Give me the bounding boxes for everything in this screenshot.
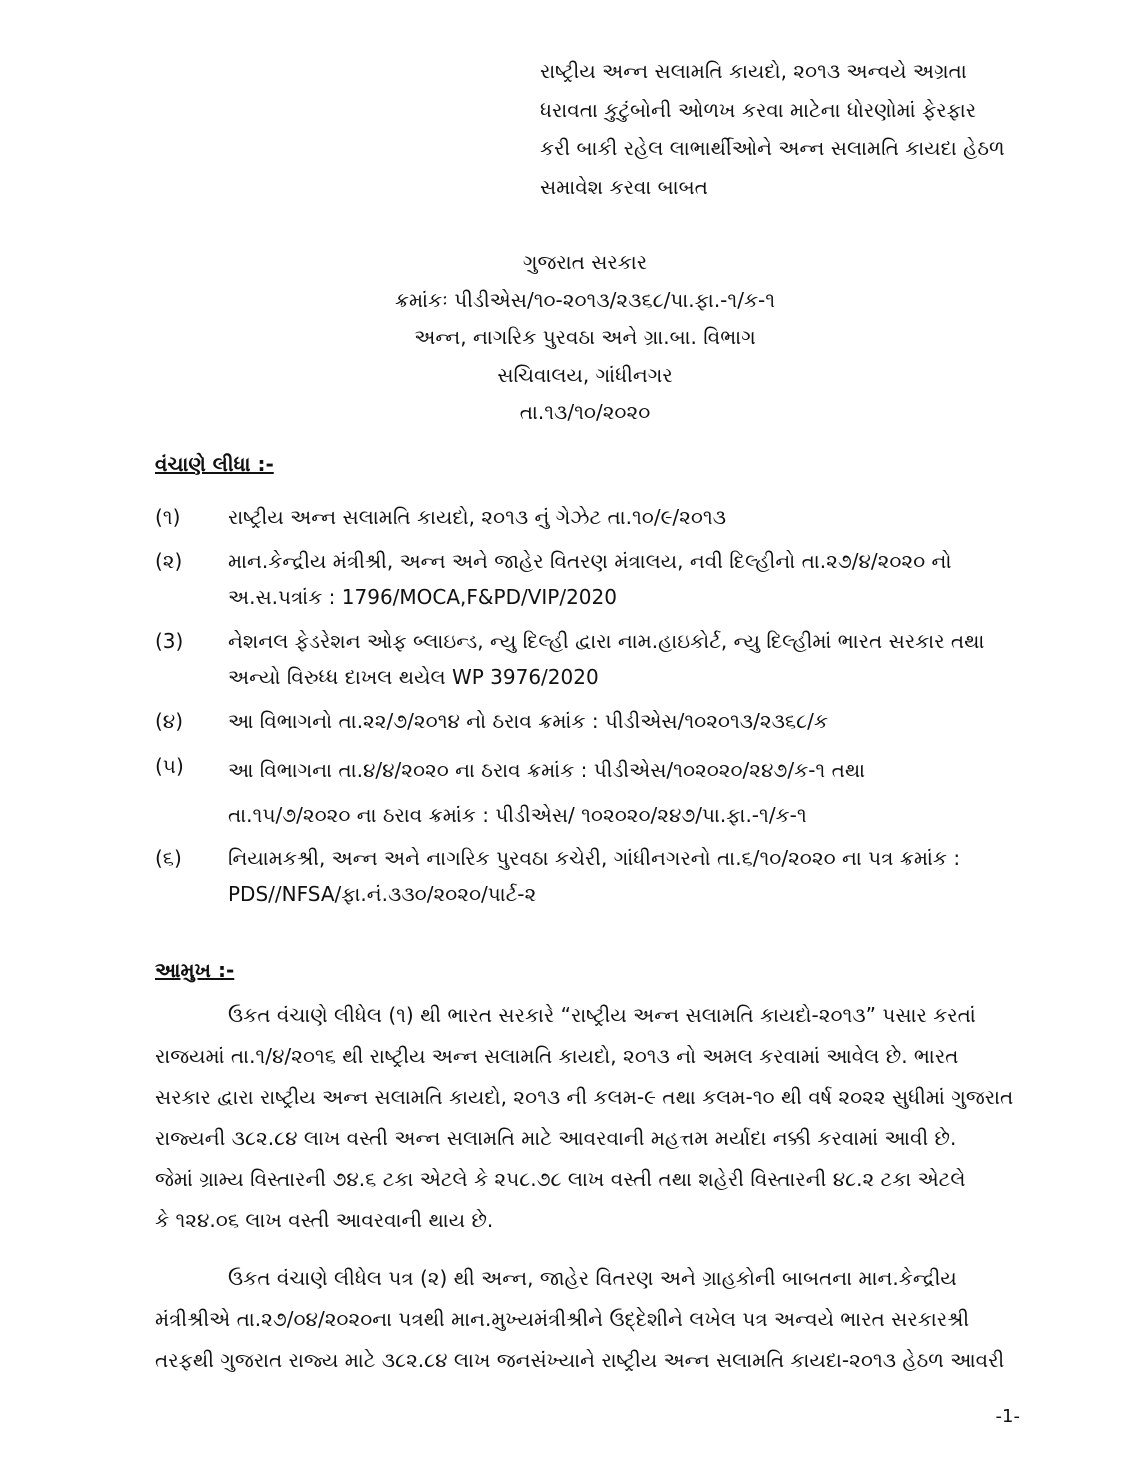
reference-number: (૪): [155, 709, 184, 733]
paragraph-line: ઉકત વંચાણે લીધેલ પત્ર (૨) થી અન્ન, જાહેર વિતરણ અને ગ્રાહકોની બાબતના માન.કેન્દ્રીય: [228, 1266, 957, 1290]
page-number: -1-: [995, 1406, 1020, 1427]
subject-line: ધરાવતા કુટુંબોની ઓળખ કરવા માટેના ધોરણોમાં ફેરફાર: [540, 97, 977, 122]
reference-number: (૨): [155, 549, 183, 573]
paragraph-line: રાજયમાં તા.૧/૪/૨૦૧૬ થી રાષ્ટ્રીય અન્ન સલામતિ કાયદો, ૨૦૧૩ નો અમલ કરવામાં આવેલ છે. ભારત: [155, 1044, 959, 1068]
department-name: અન્ન, નાગરિક પુરવઠા અને ગ્રા.બા. વિભાગ: [414, 325, 756, 349]
reference-text: રાષ્ટ્રીય અન્ન સલામતિ કાયદો, ૨૦૧૩ નું ગેઝેટ તા.૧૦/૯/૨૦૧૩: [228, 505, 727, 529]
heading-block: [200, 244, 970, 432]
paragraph-line: સરકાર દ્વારા રાષ્ટ્રીય અન્ન સલામતિ કાયદો, ૨૦૧૩ ની કલમ-૯ તથા કલમ-૧૦ થી વર્ષ ૨૦૨૨ સુધીમાં ગુજરાત: [155, 1085, 1014, 1109]
paragraph-line: ઉકત વંચાણે લીધેલ (૧) થી ભારત સરકારે “રાષ્ટ્રીય અન્ન સલામતિ કાયદો-૨૦૧૩” પસાર કરતાં: [228, 1003, 976, 1027]
reference-item: [155, 840, 1021, 912]
preamble-paragraph-1: [155, 995, 1021, 1241]
reference-text: PDS//NFSA/ફા.નં.૩૩૦/૨૦૨૦/પાર્ટ-૨: [228, 882, 537, 906]
preamble-title: આમુખ :-: [155, 958, 235, 982]
office-location: સચિવાલય, ગાંધીનગર: [497, 362, 673, 387]
reference-text: નિયામકશ્રી, અન્ન અને નાગરિક પુરવઠા કચેરી, ગાંધીનગરનો તા.૬/૧૦/૨૦૨૦ ના પત્ર ક્રમાંક :: [228, 846, 961, 870]
reference-number: (૫): [155, 754, 184, 778]
paragraph-line: રાજ્યની ૩૮૨.૮૪ લાખ વસ્તી અન્ન સલામતિ માટે આવરવાની મહત્તમ મર્યાદા નક્કી કરવામાં આવી છે.: [155, 1126, 957, 1150]
paragraph-line: મંત્રીશ્રીએ તા.૨૭/૦૪/૨૦૨૦ના પત્રથી માન.મુખ્યમંત્રીશ્રીને ઉદ્દેશીને લખેલ પત્ર અન્વયે ભારત સરકારશ્રી: [155, 1307, 970, 1331]
subject-line: કરી બાકી રહેલ લાભાર્થીઓને અન્ન સલામતિ કાયદા હેઠળ: [540, 136, 1005, 160]
reference-number: (3): [155, 629, 184, 653]
reference-text: અ.સ.પત્રાંક : 1796/MOCA,F&PD/VIP/2020: [228, 585, 617, 609]
reference-text: અન્યો વિરુધ્ધ દાખલ થયેલ WP 3976/2020: [228, 665, 599, 689]
paragraph-line: તરફથી ગુજરાત રાજ્ય માટે ૩૮૨.૮૪ લાખ જનસંખ્યાને રાષ્ટ્રીય અન્ન સલામતિ કાયદા-૨૦૧૩ હેઠળ આવરી: [155, 1348, 1005, 1372]
reference-number: (૬): [155, 846, 182, 870]
reference-text: આ વિભાગનો તા.૨૨/૭/૨૦૧૪ નો ઠરાવ ક્રમાંક : પીડીએસ/૧૦૨૦૧૩/૨૩૬૮/ક: [228, 709, 828, 733]
reference-text: નેશનલ ફેડરેશન ઓફ બ્લાઇન્ડ, ન્યુ દિલ્હી દ્વારા નામ.હાઇકોર્ટ, ન્યુ દિલ્હીમાં ભારત સરકાર તથા: [228, 629, 985, 653]
reference-text: તા.૧૫/૭/૨૦૨૦ ના ઠરાવ ક્રમાંક : પીડીએસ/ ૧૦૨૦૨૦/૨૪૭/પા.ફા.-૧/ક-૧: [228, 803, 807, 827]
reference-item: [155, 543, 1021, 615]
subject-block: [540, 52, 1020, 206]
subject-line: સમાવેશ કરવા બાબત: [540, 174, 708, 199]
government-name: ગુજરાત સરકાર: [522, 250, 648, 274]
paragraph-line: કે ૧૨૪.૦૬ લાખ વસ્તી આવરવાની થાય છે.: [155, 1208, 494, 1232]
preamble-paragraph-2: [155, 1258, 1021, 1381]
reference-item: [155, 623, 1021, 695]
order-date: તા.૧૩/૧૦/૨૦૨૦: [519, 400, 651, 424]
reference-item: [155, 703, 1021, 739]
subject-line: રાષ્ટ્રીય અન્ન સલામતિ કાયદો, ૨૦૧૩ અન્વયે અગ્રતા: [540, 59, 967, 83]
paragraph-line: જેમાં ગ્રામ્ય વિસ્તારની ૭૪.૬ ટકા એટલે કે ૨૫૮.૭૮ લાખ વસ્તી તથા શહેરી વિસ્તારની ૪૮.૨ ટકા એટલે: [155, 1167, 966, 1191]
reference-item: [155, 748, 1021, 838]
order-number: ક્રમાંકઃ પીડીએસ/૧૦-૨૦૧૩/૨૩૬૮/પા.ફા.-૧/ક-૧: [394, 287, 776, 312]
reference-item: [155, 499, 1021, 535]
references-title: વંચાણે લીધા :-: [155, 452, 274, 476]
reference-number: (૧): [155, 505, 181, 529]
reference-text: આ વિભાગના તા.૪/૪/૨૦૨૦ ના ઠરાવ ક્રમાંક : પીડીએસ/૧૦૨૦૨૦/૨૪૭/ક-૧ તથા: [228, 758, 866, 782]
reference-text: માન.કેન્દ્રીય મંત્રીશ્રી, અન્ન અને જાહેર વિતરણ મંત્રાલય, નવી દિલ્હીનો તા.૨૭/૪/૨૦૨૦ નો: [228, 549, 952, 573]
